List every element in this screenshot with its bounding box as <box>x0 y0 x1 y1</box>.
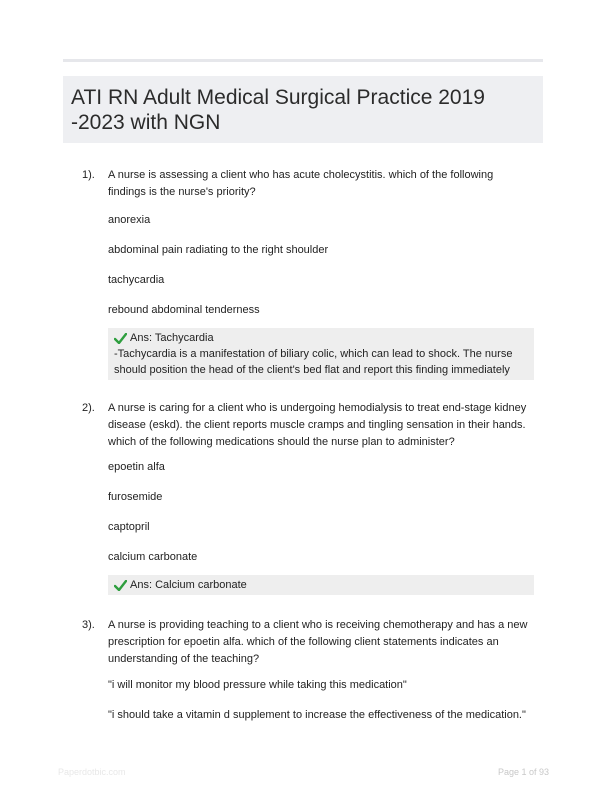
answer-line <box>114 577 528 593</box>
title-box <box>63 76 543 143</box>
question-number: 1). <box>82 169 95 181</box>
answer-line <box>114 330 528 346</box>
check-icon <box>114 333 127 344</box>
question-text: A nurse is caring for a client who is undergoing hemodialysis to treat end-stage kidney disease (eskd). the client reports muscle cramps and tingling sensation in their hands. which of the following medications should the nurse plan to administer? <box>108 402 527 448</box>
option-captopril[interactable]: captopril <box>108 521 150 533</box>
answer-box <box>108 575 534 595</box>
option-furosemide[interactable]: furosemide <box>108 491 163 503</box>
page-number: Page 1 of 93 <box>497 767 549 777</box>
answer-box <box>108 328 534 380</box>
answer-explanation: -Tachycardia is a manifestation of biliary colic, which can lead to shock. The nurse should position the head of the client's bed flat and report this finding immediately <box>114 348 513 376</box>
option-epoetin-alfa[interactable]: epoetin alfa <box>108 461 165 473</box>
check-icon <box>114 580 127 591</box>
question-text: A nurse is providing teaching to a client who is receiving chemotherapy and has a new prescription for epoetin alfa. which of the following client statements indicates an understanding of the teaching? <box>108 619 528 665</box>
option-vitamin-d-supplement[interactable]: "i should take a vitamin d supplement to increase the effectiveness of the medication." <box>108 709 526 721</box>
question-number: 2). <box>82 402 95 414</box>
option-tachycardia[interactable]: tachycardia <box>108 274 165 286</box>
answer-text: Ans: Calcium carbonate <box>130 579 247 591</box>
document-title: ATI RN Adult Medical Surgical Practice 2019 -2023 with NGN <box>71 86 485 134</box>
option-monitor-blood-pressure[interactable]: "i will monitor my blood pressure while taking this medication" <box>108 679 407 691</box>
question-text: A nurse is assessing a client who has acute cholecystitis. which of the following findings is the nurse's priority? <box>108 169 494 198</box>
option-calcium-carbonate[interactable]: calcium carbonate <box>108 551 198 563</box>
answer-text: Ans: Tachycardia <box>130 332 214 344</box>
option-rebound-tenderness[interactable]: rebound abdominal tenderness <box>108 304 260 316</box>
option-anorexia[interactable]: anorexia <box>108 214 151 226</box>
footer-watermark: Paperdotbic.com <box>58 767 126 777</box>
question-number: 3). <box>82 619 95 631</box>
top-divider <box>63 59 543 62</box>
option-abdominal-pain[interactable]: abdominal pain radiating to the right shoulder <box>108 244 329 256</box>
